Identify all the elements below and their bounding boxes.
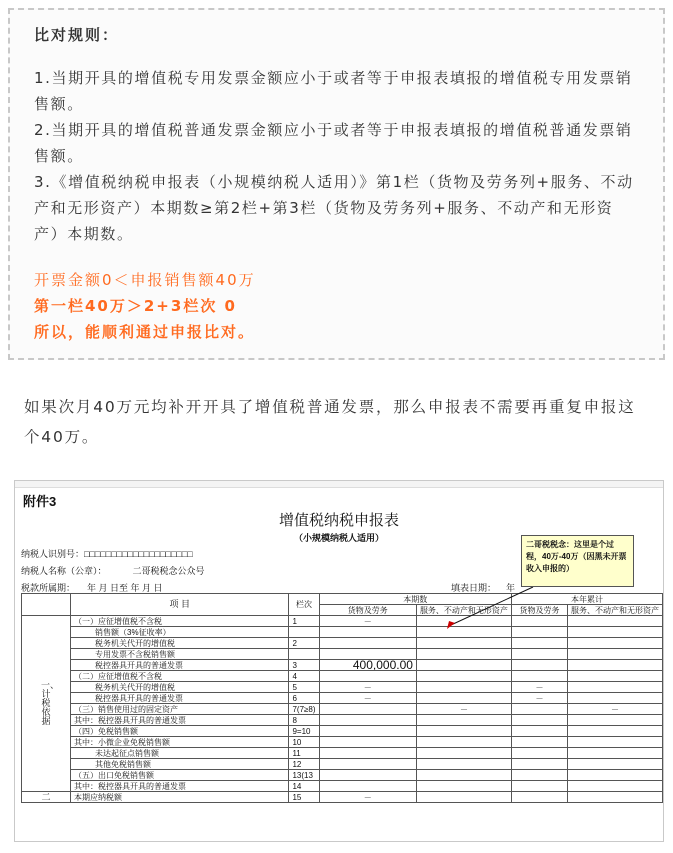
table-row: 税务机关代开的增值税 2 bbox=[22, 638, 663, 649]
table-row: 税控器具开具的普通发票 3 400,000.00 bbox=[22, 660, 663, 671]
table-row: 税务机关代开的增值税 5 － － bbox=[22, 682, 663, 693]
tax-period-label: 税款所属期： bbox=[21, 583, 76, 593]
header-item: 项 目 bbox=[71, 594, 289, 616]
table-row: 销售额（3%征收率） bbox=[22, 627, 663, 638]
tax-return-spreadsheet bbox=[14, 480, 664, 842]
header-current: 本期数 bbox=[319, 594, 511, 605]
table-row: 未达起征点销售额 11 bbox=[22, 748, 663, 759]
comment-connector-icon bbox=[445, 585, 535, 629]
table-row: （四）免税销售额 9=10 bbox=[22, 726, 663, 737]
taxpayer-id-row bbox=[21, 547, 193, 560]
comment-note: 二哥税税念：这里是个过程，40万-40万（因黑未开票收入申报的） bbox=[521, 535, 634, 587]
spreadsheet-column-strip bbox=[15, 481, 663, 488]
highlight-line: 开票金额0＜申报销售额40万 bbox=[34, 271, 256, 289]
table-row: 专用发票不含税销售额 bbox=[22, 649, 663, 660]
table-row: （二）应征增值税不含税 4 bbox=[22, 671, 663, 682]
highlight-conclusion: 所以，能顺利通过申报比对。 bbox=[34, 323, 256, 341]
header-col: 栏次 bbox=[289, 594, 319, 616]
section-1-label: 一、计税依据 bbox=[22, 616, 71, 792]
section-2-label: 二 bbox=[22, 792, 71, 803]
table-row: 其中：税控器具开具的普通发票 14 bbox=[22, 781, 663, 792]
rule-item: 1.当期开具的增值税专用发票金额应小于或者等于申报表填报的增值税专用发票销售额。 bbox=[34, 69, 633, 113]
form-subtitle: （小规模纳税人适用） bbox=[293, 533, 384, 543]
table-row: （三）销售使用过的固定资产 7(7≥8) － － bbox=[22, 704, 663, 715]
highlight-line: 第一栏40万＞2+3栏次 0 bbox=[34, 297, 237, 315]
table-row: 其中：税控器具开具的普通发票 8 bbox=[22, 715, 663, 726]
taxpayer-id-label: 纳税人识别号： bbox=[21, 549, 85, 559]
line-3-goods-amount: 400,000.00 bbox=[319, 660, 416, 671]
table-row: 一、计税依据 （一）应征增值税不含税 1 － bbox=[22, 616, 663, 627]
tax-period-value: 年 月 日至 年 月 日 bbox=[87, 583, 163, 593]
header-services: 服务、不动产和无形资产 bbox=[416, 605, 511, 616]
table-row: 其他免税销售额 12 bbox=[22, 759, 663, 770]
explanation-paragraph: 如果次月40万元均补开开具了增值税普通发票，那么申报表不需要再重复申报这个40万。 bbox=[24, 398, 636, 446]
header-ytd: 本年累计 bbox=[511, 594, 662, 605]
fill-date-value: 年 bbox=[506, 583, 516, 593]
header-goods: 货物及劳务 bbox=[319, 605, 416, 616]
attachment-label: 附件3 bbox=[23, 494, 57, 509]
rule-item: 3.《增值税纳税申报表（小规模纳税人适用）》第1栏（货物及劳务列+服务、不动产和无形资产）本期数≥第2栏+第3栏（货物及劳务列+服务、不动产和无形资产）本期数。 bbox=[34, 173, 634, 243]
taxpayer-name-value: 二哥税税念公众号 bbox=[132, 566, 205, 576]
table-row: （五）出口免税销售额 13(13 bbox=[22, 770, 663, 781]
taxpayer-name-label: 纳税人名称（公章）： bbox=[21, 566, 107, 576]
rules-title: 比对规则： bbox=[34, 26, 120, 44]
fill-date-label: 填表日期： bbox=[451, 583, 497, 593]
form-title: 增值税纳税申报表 bbox=[278, 512, 399, 529]
table-header-row bbox=[22, 594, 663, 605]
header-services-ytd: 服务、不动产和无形资产 bbox=[567, 605, 662, 616]
comparison-rules-box bbox=[8, 8, 665, 360]
rule-item: 2.当期开具的增值税普通发票金额应小于或者等于申报表填报的增值税普通发票销售额。 bbox=[34, 121, 633, 165]
table-row: 二 本期应纳税额 15 － bbox=[22, 792, 663, 803]
header-goods-ytd: 货物及劳务 bbox=[511, 605, 567, 616]
table-row: 税控器具开具的普通发票 6 － － bbox=[22, 693, 663, 704]
taxpayer-id-boxes: □□□□□□□□□□□□□□□□□□□□ bbox=[84, 549, 193, 559]
taxpayer-name-row bbox=[21, 564, 205, 577]
tax-return-table bbox=[21, 593, 663, 803]
table-row: 其中：小微企业免税销售额 10 bbox=[22, 737, 663, 748]
